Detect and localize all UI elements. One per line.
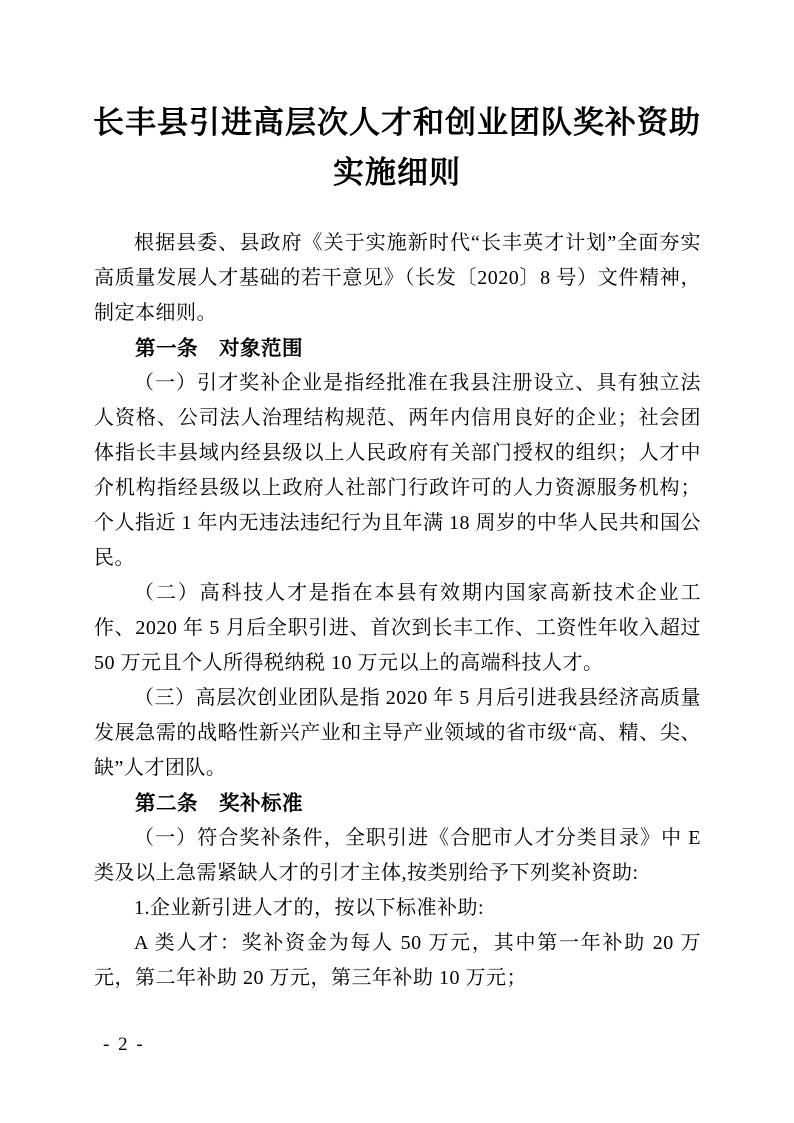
section-heading-article-1: 第一条 对象范围 — [135, 337, 303, 360]
article-1-item-2: （二）高科技人才是指在本县有效期内国家高新技术企业工作、2020 年 5 月后全职引进、首次到长丰工作、工资性年收入超过 50 万元且个人所得税纳税 10 万元以上的高端科技人才。 — [94, 582, 701, 674]
page-number: - 2 - — [103, 1034, 145, 1055]
intro-paragraph: 根据县委、县政府《关于实施新时代“长丰英才计划”全面夯实高质量发展人才基础的若干意见》（长发〔2020〕8 号）文件精神，制定本细则。 — [94, 232, 701, 324]
document-body — [94, 226, 701, 996]
document-title-line1: 长丰县引进高层次人才和创业团队奖补资助 — [93, 105, 701, 140]
article-1-item-1: （一）引才奖补企业是指经批准在我县注册设立、具有独立法人资格、公司法人治理结构规范、两年内信用良好的企业；社会团体指长丰县域内经县级以上人民政府有关部门授权的组织；人才中介机构指经县级以上政府人社部门行政许可的人力资源服务机构；个人指近 1 年内无违法违纪行为且年满 18 周岁的中华人民共和国公民。 — [94, 372, 701, 569]
document-title-line2: 实施细则 — [333, 155, 461, 190]
article-2-class-a-standard: A 类人才：奖补资金为每人 50 万元，其中第一年补助 20 万元，第二年补助 20 万元，第三年补助 10 万元； — [94, 932, 701, 989]
article-2-item-1: （一）符合奖补条件，全职引进《合肥市人才分类目录》中 E 类及以上急需紧缺人才的引才主体,按类别给予下列奖补资助: — [94, 827, 701, 884]
section-heading-article-2: 第二条 奖补标准 — [135, 792, 303, 815]
document-title — [60, 98, 734, 198]
article-1-item-3: （三）高层次创业团队是指 2020 年 5 月后引进我县经济高质量发展急需的战略性新兴产业和主导产业领域的省市级“高、精、尖、缺”人才团队。 — [94, 687, 701, 779]
article-2-subitem-1: 1.企业新引进人才的，按以下标准补助: — [134, 897, 485, 919]
